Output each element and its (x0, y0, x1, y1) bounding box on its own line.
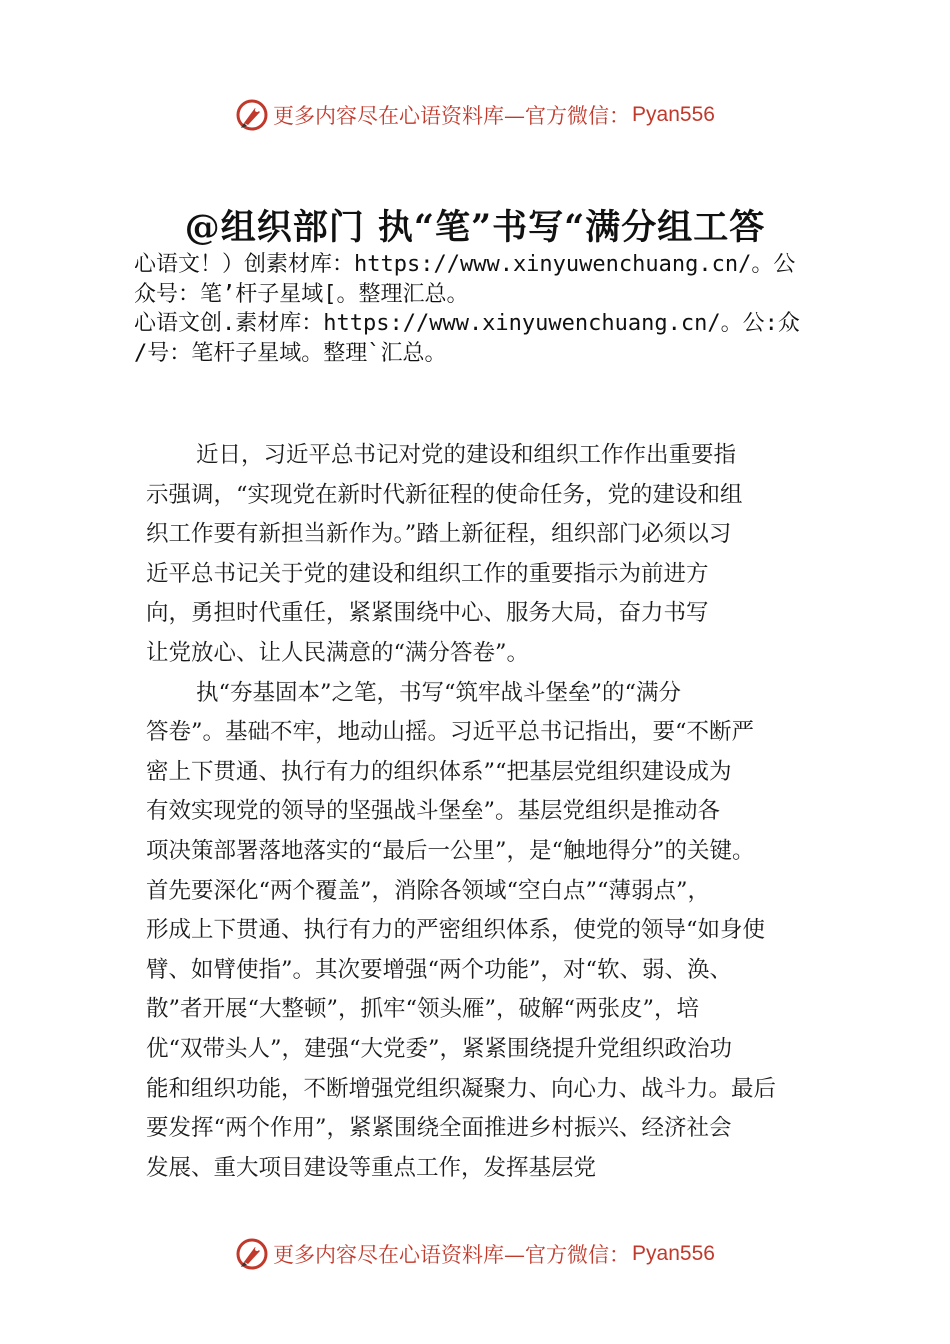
watermark-block-2 (134, 309, 834, 369)
paragraph-line: 近日，习近平总书记对党的建设和组织工作作出重要指 (196, 442, 737, 468)
paragraph-line: 答卷”。基础不牢，地动山摇。习近平总书记指出，要“不断严 (146, 719, 755, 746)
wechat-id: Pyan556 (632, 103, 715, 126)
watermark-line: 心语文！）创素材库：https://www.xinyuwenchuang.cn/。公 (134, 252, 796, 277)
paragraph-line: 近平总书记关于党的建设和组织工作的重要指示为前进方 (146, 560, 709, 587)
watermark-block-1 (134, 250, 834, 310)
paragraph-line: 优“双带头人”，建强“大党委”，紧紧围绕提升党组织政治功 (146, 1035, 733, 1062)
wechat-id: Pyan556 (632, 1242, 715, 1265)
watermark-line: /号：笔杆子星域。整理`汇总。 (134, 341, 447, 366)
pen-nib-logo-icon (235, 1237, 269, 1271)
paragraph-line: 发展、重大项目建设等重点工作，发挥基层党 (146, 1154, 597, 1181)
paragraph-line: 密上下贯通、执行有力的组织体系”“把基层党组织建设成为 (146, 758, 732, 785)
banner-text: 更多内容尽在心语资料库—官方微信： (273, 104, 631, 128)
pen-nib-logo-icon (235, 98, 269, 132)
document-title: @组织部门 执“笔”书写“满分组工答 (184, 207, 766, 248)
paragraph-line: 要发挥“两个作用”，紧紧围绕全面推进乡村振兴、经济社会 (146, 1115, 732, 1142)
paragraph-line: 织工作要有新担当新作为。”踏上新征程，组织部门必须以习 (146, 521, 732, 548)
paragraph-line: 示强调，“实现党在新时代新征程的使命任务，党的建设和组 (146, 481, 743, 508)
watermark-line: 众号：笔’杆子星域[。整理汇总。 (134, 282, 469, 307)
paragraph-line: 形成上下贯通、执行有力的严密组织体系，使党的领导“如身使 (146, 917, 766, 944)
paragraph-line: 执“夯基固本”之笔，书写“筑牢战斗堡垒”的“满分 (196, 679, 682, 706)
paragraph-line: 能和组织功能，不断增强党组织凝聚力、向心力、战斗力。最后 (146, 1075, 777, 1102)
article-body (146, 436, 816, 1188)
paragraph-line: 项决策部署落地落实的“最后一公里”，是“触地得分”的关键。 (146, 837, 755, 864)
header-banner (0, 95, 950, 135)
watermark-line: 心语文创.素材库：https://www.xinyuwenchuang.cn/。公:众 (134, 311, 800, 336)
footer-banner (0, 1234, 950, 1274)
banner-text: 更多内容尽在心语资料库—官方微信： (273, 1243, 631, 1267)
paragraph-line: 臂、如臂使指”。其次要增强“两个功能”，对“软、弱、涣、 (146, 956, 733, 983)
paragraph-line: 向，勇担时代重任，紧紧围绕中心、服务大局，奋力书写 (146, 600, 709, 627)
paragraph-line: 有效实现党的领导的坚强战斗堡垒”。基层党组织是推动各 (146, 798, 721, 825)
paragraph-line: 让党放心、让人民满意的“满分答卷”。 (146, 639, 530, 666)
paragraph-line: 首先要深化“两个覆盖”，消除各领域“空白点”“薄弱点”， (146, 877, 711, 904)
paragraph-line: 散”者开展“大整顿”，抓牢“领头雁”，破解“两张皮”，培 (146, 996, 700, 1023)
